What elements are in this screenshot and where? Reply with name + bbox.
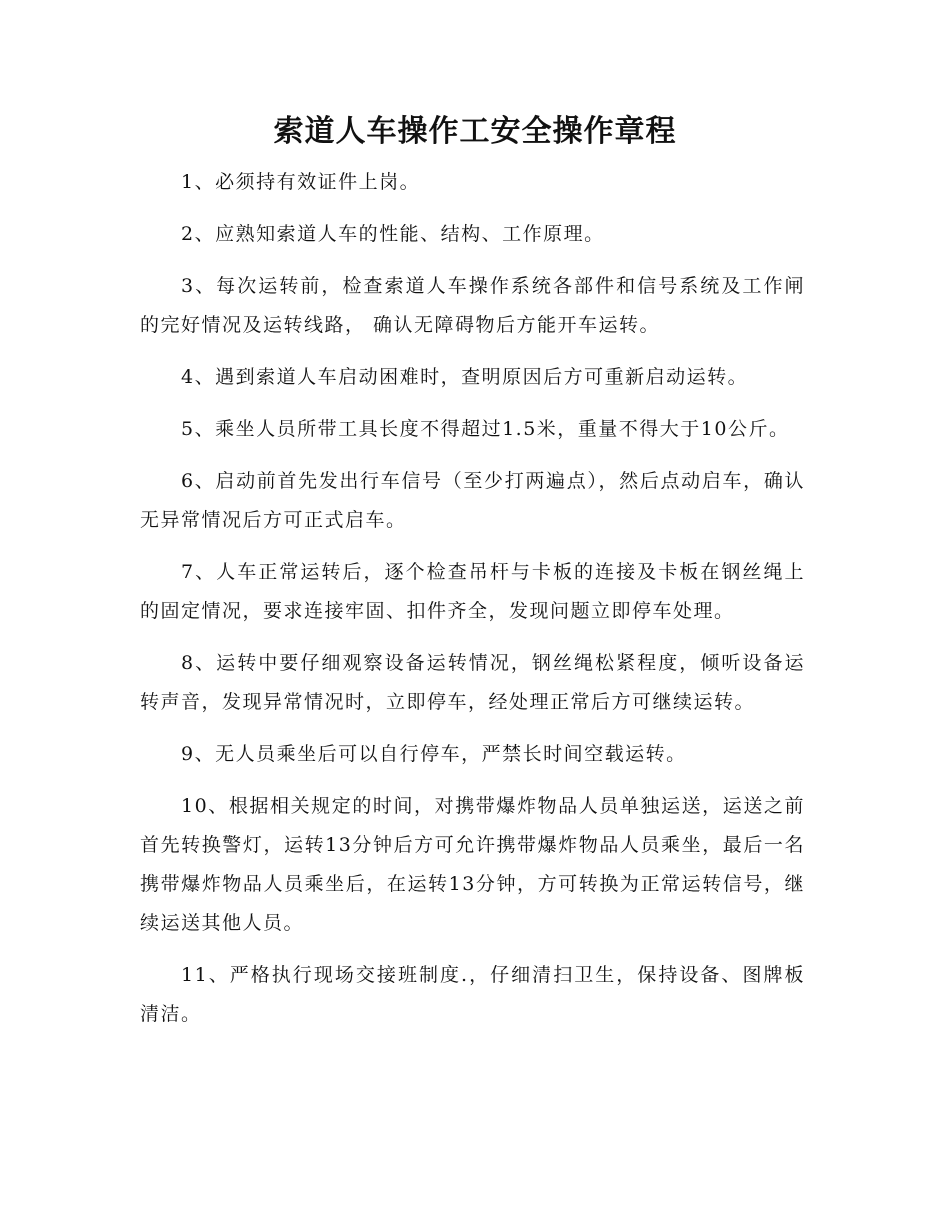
rule-paragraph-11: 11、严格执行现场交接班制度.，仔细清扫卫生，保持设备、图牌板清洁。: [140, 964, 805, 1025]
rule-paragraph-7: 7、人车正常运转后，逐个检查吊杆与卡板的连接及卡板在钢丝绳上的固定情况，要求连接牢固、扣件齐全，发现问题立即停车处理。: [140, 561, 805, 622]
rule-paragraph-3: 3、每次运转前，检查索道人车操作系统各部件和信号系统及工作闸的完好情况及运转线路， 确认无障碍物后方能开车运转。: [140, 275, 805, 336]
rule-paragraph-10: 10、根据相关规定的时间，对携带爆炸物品人员单独运送，运送之前首先转换警灯，运转13分钟后方可允许携带爆炸物品人员乘坐，最后一名携带爆炸物品人员乘坐后，在运转13分钟，方可转换为正常运转信号，继续运送其他人员。: [140, 795, 805, 934]
page-title: 索道人车操作工安全操作章程: [273, 114, 677, 149]
document-body: [140, 163, 805, 1034]
rule-paragraph-8: 8、运转中要仔细观察设备运转情况，钢丝绳松紧程度，倾听设备运转声音，发现异常情况时，立即停车，经处理正常后方可继续运转。: [140, 652, 805, 713]
rule-paragraph-6: 6、启动前首先发出行车信号（至少打两遍点），然后点动启车，确认无异常情况后方可正式启车。: [140, 470, 805, 531]
rule-paragraph-2: 2、应熟知索道人车的性能、结构、工作原理。: [181, 223, 605, 245]
rule-paragraph-4: 4、遇到索道人车启动困难时，查明原因后方可重新启动运转。: [181, 366, 749, 388]
rule-paragraph-9: 9、无人员乘坐后可以自行停车，严禁长时间空载运转。: [181, 743, 687, 765]
rule-paragraph-5: 5、乘坐人员所带工具长度不得超过1.5米，重量不得大于10公斤。: [181, 418, 790, 440]
rule-paragraph-1: 1、必须持有效证件上岗。: [181, 171, 421, 193]
